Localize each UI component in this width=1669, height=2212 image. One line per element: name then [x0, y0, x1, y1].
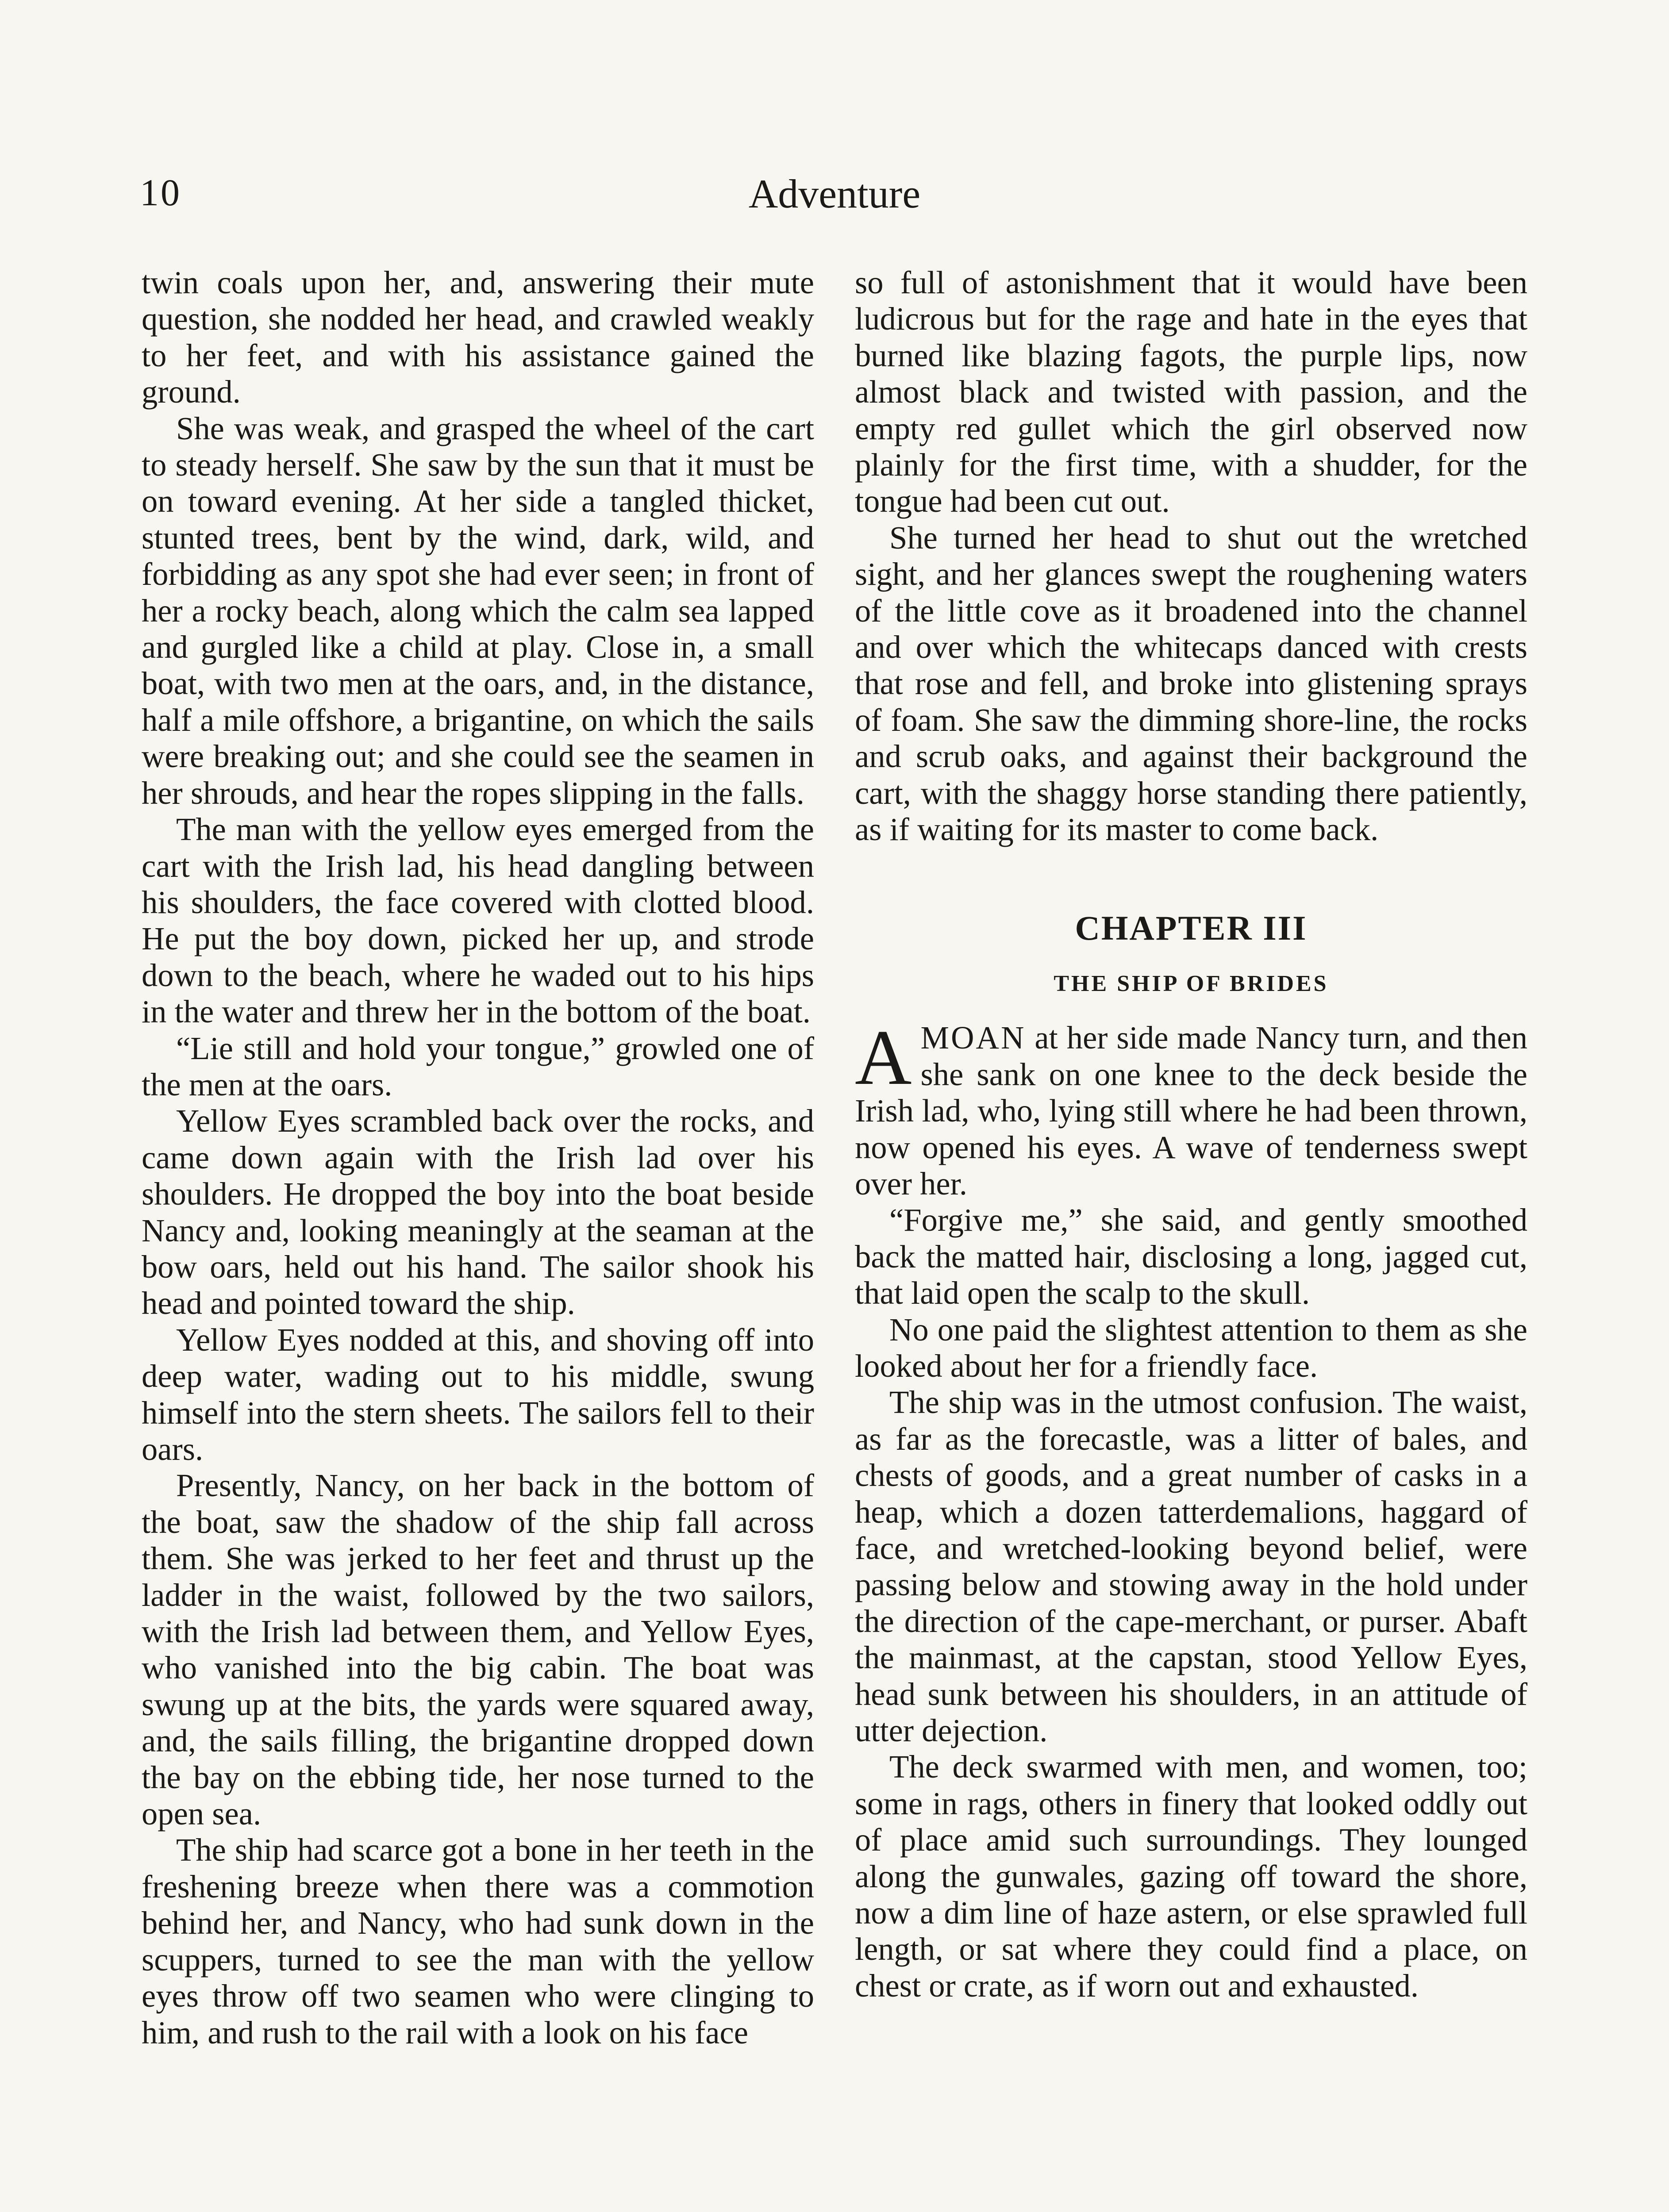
- paragraph: “Lie still and hold your tongue,” growled one of the men at the oars.: [142, 1030, 814, 1102]
- paragraph: She turned her head to shut out the wretched sight, and her glances swept the roughening waters of the little cove as it broadened into the channel and over which the whitecaps danced with crests that rose and fell, and broke into glistening sprays of foam. She saw the dimming shore-line, the rocks and scrub oaks, and against their background the cart, with the shaggy horse standing there patiently, as if waiting for its master to come back.: [855, 519, 1527, 848]
- right-column: [855, 265, 1527, 2004]
- paragraph: The ship was in the utmost confusion. The waist, as far as the forecastle, was a litter of bales, and chests of goods, and a great number of casks in a heap, which a dozen tatterdemalions, haggard of face, and wretched-looking beyond belief, were passing below and stowing away in the hold under the direction of the cape-merchant, or purser. Abaft the mainmast, at the capstan, stood Yellow Eyes, head sunk between his shoulders, in an attitude of utter dejection.: [855, 1384, 1527, 1749]
- chapter-title: CHAPTER III: [1075, 908, 1308, 947]
- opening-text: at her side made Nancy turn, and then she sank on one knee to the deck beside the Irish lad, who, lying still where he had been thrown, now opened his eyes. A wave of tenderness swept over her.: [855, 1020, 1527, 1202]
- paragraph: “Forgive me,” she said, and gently smoothed back the matted hair, disclosing a long, jagged cut, that laid open the scalp to the skull.: [855, 1202, 1527, 1311]
- paragraph: The ship had scarce got a bone in her teeth in the freshening breeze when there was a commotion behind her, and Nancy, who had sunk down in the scuppers, turned to see the man with the yellow eyes throw off two seamen who were clinging to him, and rush to the rail with a look on his face: [142, 1832, 814, 2051]
- paragraph: She was weak, and grasped the wheel of the cart to steady herself. She saw by the sun that it must be on toward evening. At her side a tangled thicket, stunted trees, bent by the wind, dark, wild, and forbidding as any spot she had ever seen; in front of her a rocky beach, along which the calm sea lapped and gurgled like a child at play. Close in, a small boat, with two men at the oars, and, in the distance, half a mile offshore, a brigantine, on which the sails were breaking out; and she could see the seamen in her shrouds, and hear the ropes slipping in the falls.: [142, 410, 814, 811]
- paragraph: The man with the yellow eyes emerged from the cart with the Irish lad, his head dangling between his shoulders, the face covered with clotted blood. He put the boy down, picked her up, and strode down to the beach, where he waded out to his hips in the water and threw her in the bottom of the boat.: [142, 811, 814, 1030]
- chapter-opening-paragraph: [855, 1014, 1527, 1202]
- paragraph: Yellow Eyes scrambled back over the rocks, and came down again with the Irish lad over his shoulders. He dropped the boy into the boat beside Nancy and, looking meaningly at the seaman at the bow oars, held out his hand. The sailor shook his head and pointed toward the ship.: [142, 1103, 814, 1321]
- drop-cap: A: [855, 1014, 912, 1102]
- paragraph: so full of astonishment that it would have been ludicrous but for the rage and hate in the eyes that burned like blazing fagots, the purple lips, now almost black and twisted with passion, and the empty red gullet which the girl observed now plainly for the first time, with a shudder, for the tongue had been cut out.: [855, 265, 1527, 519]
- paragraph: The deck swarmed with men, and women, too; some in rags, others in finery that looked oddly out of place amid such surroundings. They lounged along the gunwales, gazing off toward the shore, now a dim line of haze astern, or else sprawled full length, or sat where they could find a place, on chest or crate, as if worn out and exhausted.: [855, 1749, 1527, 2004]
- lead-word: MOAN: [920, 1020, 1026, 1056]
- paragraph: Presently, Nancy, on her back in the bottom of the boat, saw the shadow of the ship fall across them. She was jerked to her feet and thrust up the ladder in the waist, followed by the two sailors, with the Irish lad between them, and Yellow Eyes, who vanished into the big cabin. The boat was swung up at the bits, the yards were squared away, and, the sails filling, the brigantine dropped down the bay on the ebbing tide, her nose turned to the open sea.: [142, 1467, 814, 1832]
- left-column: [142, 265, 814, 2051]
- page-number: 10: [140, 171, 181, 214]
- running-head-title: Adventure: [748, 171, 921, 216]
- paragraph: No one paid the slightest attention to them as she looked about her for a friendly face.: [855, 1311, 1527, 1384]
- paragraph: Yellow Eyes nodded at this, and shoving off into deep water, wading out to his middle, swung himself into the stern sheets. The sailors fell to their oars.: [142, 1321, 814, 1467]
- paragraph: twin coals upon her, and, answering their mute question, she nodded her head, and crawled weakly to her feet, and with his assistance gained the ground.: [142, 265, 814, 410]
- chapter-subtitle: THE SHIP OF BRIDES: [1054, 971, 1329, 996]
